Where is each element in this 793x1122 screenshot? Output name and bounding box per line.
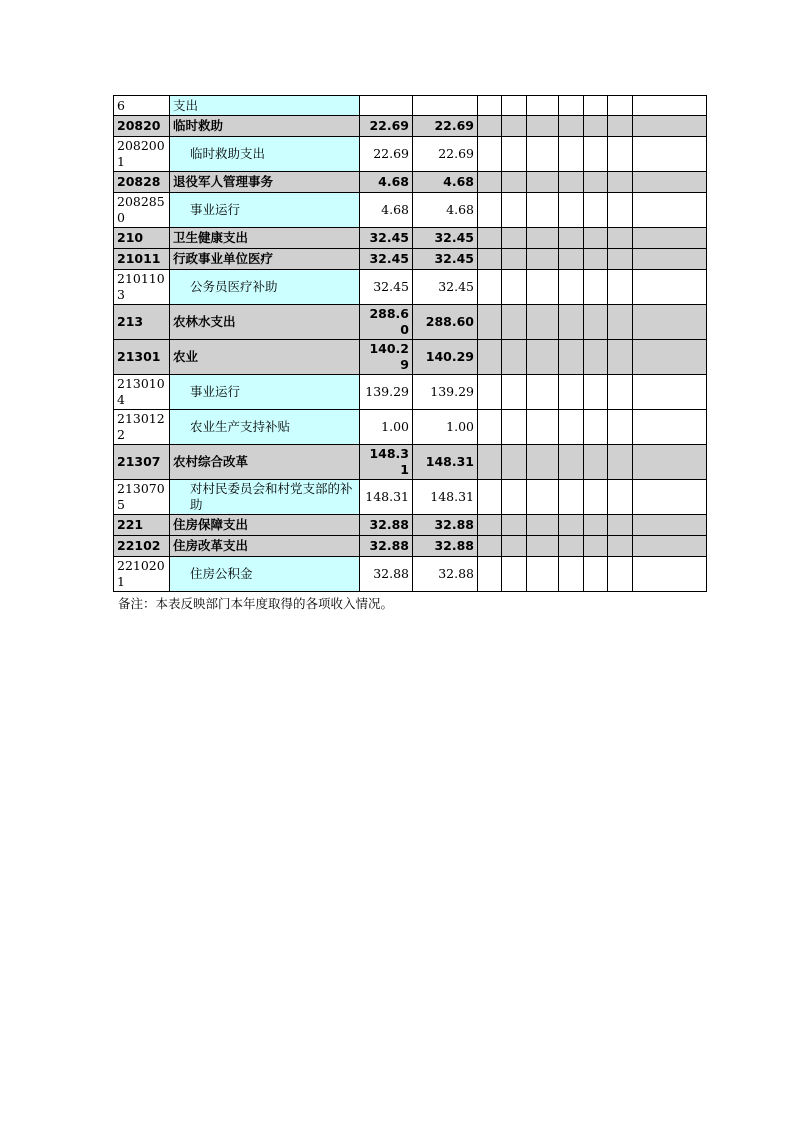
row-empty-cell xyxy=(559,96,584,116)
row-empty-cell xyxy=(584,305,608,340)
row-budget: 32.45 xyxy=(413,228,478,249)
row-empty-cell xyxy=(502,193,527,228)
row-empty-cell xyxy=(633,340,707,375)
row-empty-cell xyxy=(502,410,527,445)
row-code: 2101103 xyxy=(114,270,170,305)
row-code: 6 xyxy=(114,96,170,116)
row-budget: 1.00 xyxy=(413,410,478,445)
row-empty-cell xyxy=(527,116,559,137)
row-budget: 139.29 xyxy=(413,375,478,410)
row-empty-cell xyxy=(608,172,633,193)
row-empty-cell xyxy=(478,536,502,557)
row-code: 21301 xyxy=(114,340,170,375)
row-empty-cell xyxy=(608,515,633,536)
row-empty-cell xyxy=(478,480,502,515)
table-row xyxy=(114,305,707,340)
row-budget: 22.69 xyxy=(413,137,478,172)
row-empty-cell xyxy=(633,193,707,228)
row-code: 221 xyxy=(114,515,170,536)
row-empty-cell xyxy=(502,340,527,375)
row-name: 退役军人管理事务 xyxy=(170,172,360,193)
row-empty-cell xyxy=(633,536,707,557)
row-total: 148.31 xyxy=(360,445,413,480)
row-name: 农林水支出 xyxy=(170,305,360,340)
row-empty-cell xyxy=(633,249,707,270)
row-empty-cell xyxy=(608,96,633,116)
row-empty-cell xyxy=(608,193,633,228)
row-empty-cell xyxy=(584,270,608,305)
row-empty-cell xyxy=(584,116,608,137)
row-code: 2210201 xyxy=(114,557,170,592)
row-budget: 32.88 xyxy=(413,557,478,592)
row-empty-cell xyxy=(478,193,502,228)
row-empty-cell xyxy=(502,137,527,172)
row-empty-cell xyxy=(502,116,527,137)
row-empty-cell xyxy=(478,172,502,193)
row-total: 4.68 xyxy=(360,172,413,193)
row-budget: 32.45 xyxy=(413,249,478,270)
row-total: 148.31 xyxy=(360,480,413,515)
row-empty-cell xyxy=(633,228,707,249)
row-total: 32.45 xyxy=(360,270,413,305)
row-empty-cell xyxy=(478,557,502,592)
row-empty-cell xyxy=(478,340,502,375)
row-empty-cell xyxy=(478,228,502,249)
row-empty-cell xyxy=(608,270,633,305)
row-budget: 148.31 xyxy=(413,480,478,515)
row-empty-cell xyxy=(527,249,559,270)
row-empty-cell xyxy=(527,410,559,445)
table-body xyxy=(114,96,707,592)
row-empty-cell xyxy=(559,193,584,228)
row-empty-cell xyxy=(633,172,707,193)
row-total: 4.68 xyxy=(360,193,413,228)
row-empty-cell xyxy=(584,340,608,375)
row-budget: 32.88 xyxy=(413,536,478,557)
table-row xyxy=(114,228,707,249)
row-empty-cell xyxy=(608,557,633,592)
table-row xyxy=(114,557,707,592)
row-name: 住房改革支出 xyxy=(170,536,360,557)
row-name: 农业 xyxy=(170,340,360,375)
row-empty-cell xyxy=(633,137,707,172)
row-empty-cell xyxy=(527,193,559,228)
row-empty-cell xyxy=(478,137,502,172)
row-empty-cell xyxy=(584,172,608,193)
row-total: 32.88 xyxy=(360,536,413,557)
row-budget: 22.69 xyxy=(413,116,478,137)
row-empty-cell xyxy=(478,270,502,305)
row-empty-cell xyxy=(502,228,527,249)
row-name: 农业生产支持补贴 xyxy=(170,410,360,445)
row-empty-cell xyxy=(584,228,608,249)
row-empty-cell xyxy=(559,249,584,270)
row-budget xyxy=(413,96,478,116)
row-name: 卫生健康支出 xyxy=(170,228,360,249)
row-name: 支出 xyxy=(170,96,360,116)
row-code: 2130705 xyxy=(114,480,170,515)
row-empty-cell xyxy=(559,515,584,536)
row-code: 20820 xyxy=(114,116,170,137)
row-empty-cell xyxy=(608,375,633,410)
table-row xyxy=(114,116,707,137)
row-empty-cell xyxy=(608,116,633,137)
row-empty-cell xyxy=(502,96,527,116)
row-empty-cell xyxy=(502,536,527,557)
row-code: 213 xyxy=(114,305,170,340)
row-code: 2130104 xyxy=(114,375,170,410)
row-name: 农村综合改革 xyxy=(170,445,360,480)
row-name: 事业运行 xyxy=(170,193,360,228)
row-total: 32.45 xyxy=(360,249,413,270)
row-empty-cell xyxy=(633,557,707,592)
row-empty-cell xyxy=(559,410,584,445)
row-code: 21307 xyxy=(114,445,170,480)
row-empty-cell xyxy=(633,515,707,536)
row-empty-cell xyxy=(478,116,502,137)
row-total: 140.29 xyxy=(360,340,413,375)
table-row xyxy=(114,137,707,172)
row-total: 32.88 xyxy=(360,557,413,592)
table-row xyxy=(114,340,707,375)
row-name: 对村民委员会和村党支部的补助 xyxy=(170,480,360,515)
row-empty-cell xyxy=(559,375,584,410)
table-row xyxy=(114,480,707,515)
budget-table xyxy=(113,95,707,592)
row-empty-cell xyxy=(608,137,633,172)
row-name: 公务员医疗补助 xyxy=(170,270,360,305)
row-empty-cell xyxy=(633,375,707,410)
row-empty-cell xyxy=(478,96,502,116)
row-total: 32.88 xyxy=(360,515,413,536)
row-empty-cell xyxy=(559,137,584,172)
row-empty-cell xyxy=(559,445,584,480)
row-empty-cell xyxy=(608,305,633,340)
row-empty-cell xyxy=(559,305,584,340)
row-empty-cell xyxy=(478,445,502,480)
row-empty-cell xyxy=(559,228,584,249)
row-empty-cell xyxy=(633,410,707,445)
row-budget: 32.45 xyxy=(413,270,478,305)
row-code: 22102 xyxy=(114,536,170,557)
row-empty-cell xyxy=(584,249,608,270)
row-name: 事业运行 xyxy=(170,375,360,410)
row-empty-cell xyxy=(527,445,559,480)
row-empty-cell xyxy=(584,96,608,116)
row-empty-cell xyxy=(633,270,707,305)
row-code: 21011 xyxy=(114,249,170,270)
row-budget: 32.88 xyxy=(413,515,478,536)
row-empty-cell xyxy=(527,228,559,249)
row-name: 临时救助支出 xyxy=(170,137,360,172)
row-empty-cell xyxy=(478,410,502,445)
table-row xyxy=(114,536,707,557)
row-empty-cell xyxy=(502,375,527,410)
row-empty-cell xyxy=(502,445,527,480)
table-row xyxy=(114,193,707,228)
row-empty-cell xyxy=(502,172,527,193)
table-row xyxy=(114,445,707,480)
row-total xyxy=(360,96,413,116)
row-empty-cell xyxy=(584,193,608,228)
row-empty-cell xyxy=(527,305,559,340)
row-empty-cell xyxy=(584,536,608,557)
row-empty-cell xyxy=(584,375,608,410)
row-empty-cell xyxy=(559,116,584,137)
row-empty-cell xyxy=(502,305,527,340)
row-code: 2082850 xyxy=(114,193,170,228)
row-empty-cell xyxy=(633,96,707,116)
row-empty-cell xyxy=(502,557,527,592)
row-empty-cell xyxy=(527,172,559,193)
row-total: 32.45 xyxy=(360,228,413,249)
row-budget: 140.29 xyxy=(413,340,478,375)
row-empty-cell xyxy=(502,249,527,270)
row-empty-cell xyxy=(527,340,559,375)
row-empty-cell xyxy=(608,480,633,515)
row-empty-cell xyxy=(559,340,584,375)
row-empty-cell xyxy=(478,305,502,340)
row-empty-cell xyxy=(608,445,633,480)
row-empty-cell xyxy=(584,557,608,592)
table-row xyxy=(114,96,707,116)
row-total: 139.29 xyxy=(360,375,413,410)
row-name: 住房保障支出 xyxy=(170,515,360,536)
row-empty-cell xyxy=(633,116,707,137)
row-empty-cell xyxy=(527,96,559,116)
table-row xyxy=(114,410,707,445)
table-note: 备注：本表反映部门本年度取得的各项收入情况。 xyxy=(118,596,394,611)
row-name: 临时救助 xyxy=(170,116,360,137)
row-name: 住房公积金 xyxy=(170,557,360,592)
row-empty-cell xyxy=(633,305,707,340)
row-empty-cell xyxy=(527,557,559,592)
row-empty-cell xyxy=(478,375,502,410)
row-empty-cell xyxy=(584,515,608,536)
row-empty-cell xyxy=(608,340,633,375)
row-empty-cell xyxy=(584,410,608,445)
row-total: 1.00 xyxy=(360,410,413,445)
row-empty-cell xyxy=(584,445,608,480)
row-empty-cell xyxy=(527,375,559,410)
row-empty-cell xyxy=(559,172,584,193)
row-empty-cell xyxy=(559,536,584,557)
table-row xyxy=(114,270,707,305)
row-empty-cell xyxy=(527,536,559,557)
row-empty-cell xyxy=(559,557,584,592)
row-empty-cell xyxy=(584,480,608,515)
row-name: 行政事业单位医疗 xyxy=(170,249,360,270)
row-code: 210 xyxy=(114,228,170,249)
row-budget: 4.68 xyxy=(413,193,478,228)
row-empty-cell xyxy=(502,480,527,515)
row-empty-cell xyxy=(478,249,502,270)
row-empty-cell xyxy=(527,137,559,172)
row-empty-cell xyxy=(559,270,584,305)
row-budget: 288.60 xyxy=(413,305,478,340)
row-empty-cell xyxy=(527,515,559,536)
row-budget: 4.68 xyxy=(413,172,478,193)
row-empty-cell xyxy=(584,137,608,172)
row-empty-cell xyxy=(608,228,633,249)
row-total: 22.69 xyxy=(360,137,413,172)
row-empty-cell xyxy=(502,270,527,305)
table-row xyxy=(114,172,707,193)
row-empty-cell xyxy=(608,410,633,445)
row-empty-cell xyxy=(478,515,502,536)
row-empty-cell xyxy=(527,270,559,305)
row-empty-cell xyxy=(608,249,633,270)
row-empty-cell xyxy=(608,536,633,557)
row-code: 20828 xyxy=(114,172,170,193)
row-code: 2082001 xyxy=(114,137,170,172)
row-empty-cell xyxy=(527,480,559,515)
table-row xyxy=(114,375,707,410)
row-empty-cell xyxy=(559,480,584,515)
row-empty-cell xyxy=(502,515,527,536)
row-code: 2130122 xyxy=(114,410,170,445)
row-empty-cell xyxy=(633,480,707,515)
row-budget: 148.31 xyxy=(413,445,478,480)
row-total: 288.60 xyxy=(360,305,413,340)
table-row xyxy=(114,515,707,536)
table-row xyxy=(114,249,707,270)
row-total: 22.69 xyxy=(360,116,413,137)
row-empty-cell xyxy=(633,445,707,480)
